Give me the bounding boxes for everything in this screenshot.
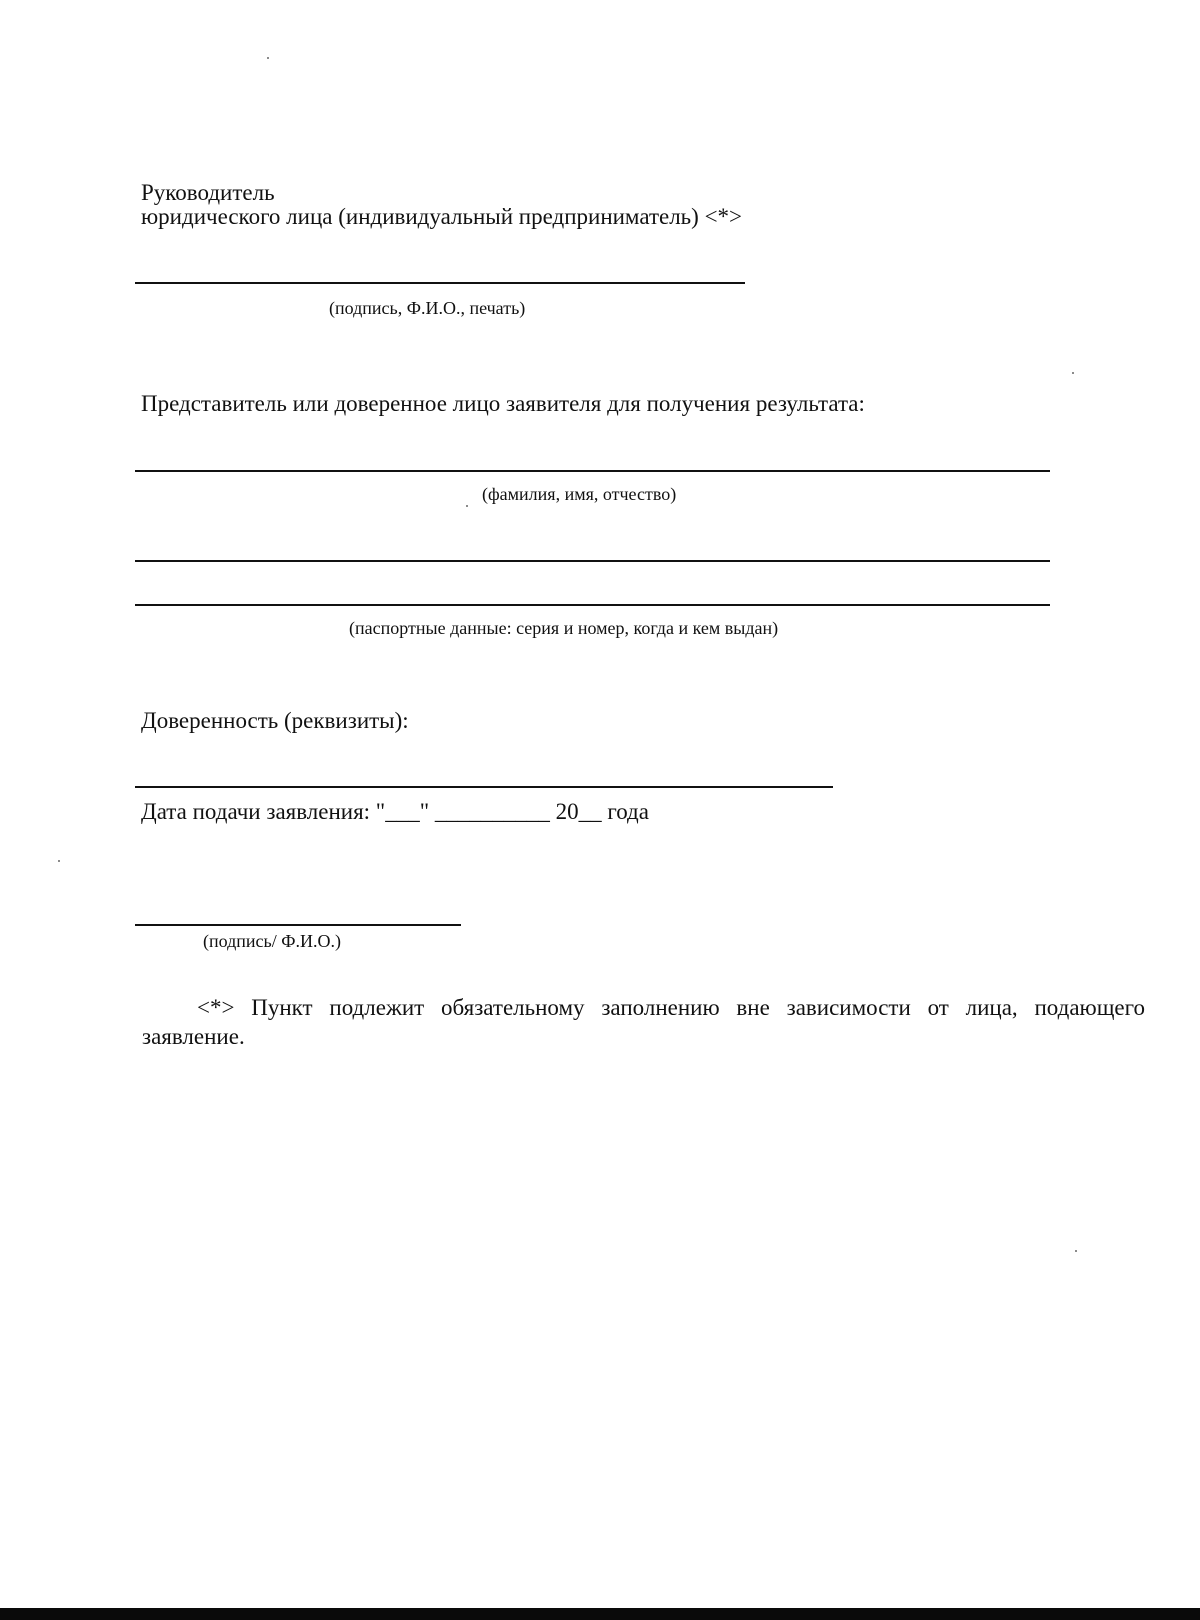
footnote <box>142 993 1145 1051</box>
head-title-line2: юридического лица (индивидуальный предприниматель) <*> <box>141 204 743 229</box>
signature-line <box>135 924 461 926</box>
scan-speck <box>58 860 60 862</box>
representative-heading: Представитель или доверенное лицо заявителя для получения результата: <box>141 391 865 416</box>
representative-name-line <box>135 470 1050 472</box>
passport-line-2 <box>135 604 1050 606</box>
head-signature-line <box>135 282 745 284</box>
scan-speck <box>466 505 468 507</box>
submission-date-line: Дата подачи заявления: "___" __________ 20__ года <box>141 799 649 824</box>
scan-border <box>0 1608 1200 1620</box>
scan-speck <box>1075 1250 1077 1252</box>
head-signature-caption: (подпись, Ф.И.О., печать) <box>329 298 526 318</box>
power-of-attorney-label: Доверенность (реквизиты): <box>141 708 409 733</box>
power-of-attorney-line <box>135 786 833 788</box>
footnote-marker: <*> <box>197 995 235 1020</box>
head-title-line1: Руководитель <box>141 180 275 205</box>
scan-speck <box>267 57 269 59</box>
passport-caption: (паспортные данные: серия и номер, когда и кем выдан) <box>349 618 779 638</box>
signature-caption: (подпись/ Ф.И.О.) <box>203 931 341 951</box>
scan-speck <box>1072 372 1074 374</box>
passport-line-1 <box>135 560 1050 562</box>
representative-name-caption: (фамилия, имя, отчество) <box>482 484 677 504</box>
footnote-text: Пункт подлежит обязательному заполнению вне зависимости от лица, подающего заявление. <box>142 995 1146 1049</box>
